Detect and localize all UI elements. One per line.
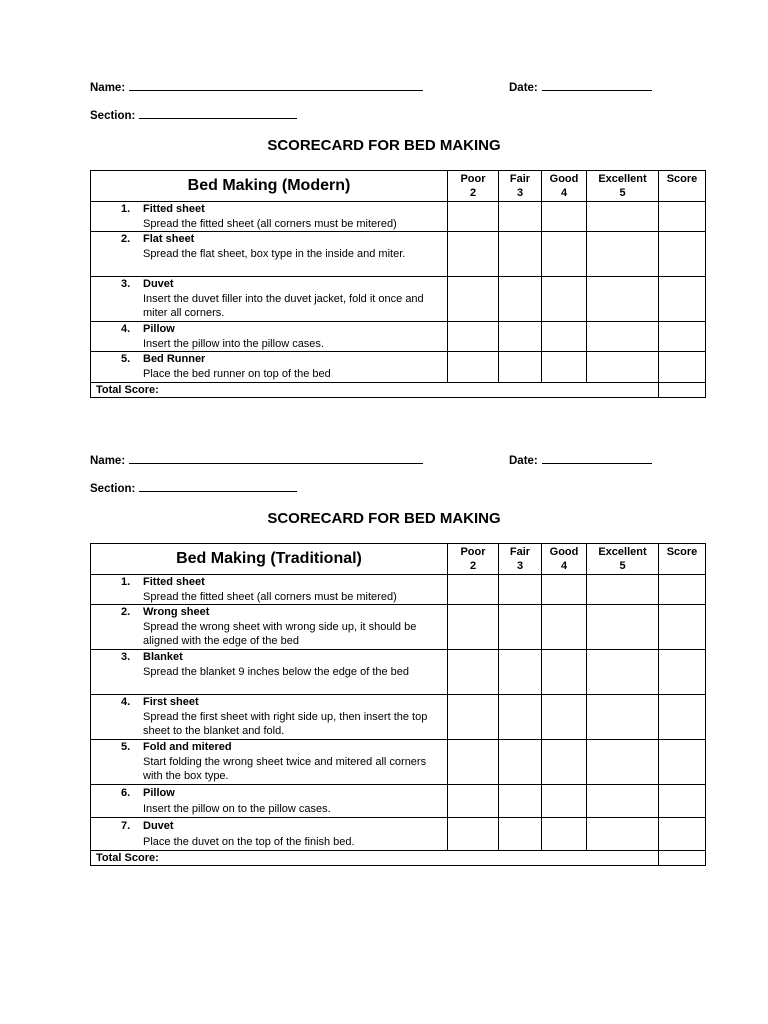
rating-cell[interactable] bbox=[542, 740, 587, 785]
name-label: Name: bbox=[90, 82, 126, 94]
scorecard-table bbox=[90, 543, 706, 866]
scorecard-title: SCORECARD FOR BED MAKING bbox=[267, 137, 501, 154]
rating-cell[interactable] bbox=[448, 322, 499, 352]
name-blank[interactable] bbox=[129, 80, 423, 91]
rating-cell[interactable] bbox=[587, 202, 659, 232]
score-cell[interactable] bbox=[659, 277, 706, 322]
rating-cell[interactable] bbox=[587, 650, 659, 695]
section-field[interactable] bbox=[90, 108, 297, 122]
name-blank[interactable] bbox=[129, 453, 423, 464]
rating-cell[interactable] bbox=[542, 785, 587, 818]
rating-cell[interactable] bbox=[542, 322, 587, 352]
table-header-row bbox=[91, 544, 706, 575]
total-score-label: Total Score: bbox=[91, 851, 659, 866]
column-poor: Poor 2 bbox=[448, 544, 499, 575]
rating-cell[interactable] bbox=[587, 575, 659, 605]
rating-cell[interactable] bbox=[499, 605, 542, 650]
date-field[interactable] bbox=[509, 80, 652, 94]
score-cell[interactable] bbox=[659, 818, 706, 851]
rating-cell[interactable] bbox=[587, 695, 659, 740]
date-label: Date: bbox=[509, 82, 538, 94]
rating-cell[interactable] bbox=[499, 352, 542, 382]
rating-cell[interactable] bbox=[448, 785, 499, 818]
criterion-row: 4. Pillow Insert the pillow into the pillow cases. bbox=[91, 322, 706, 352]
section-blank[interactable] bbox=[139, 108, 297, 119]
criterion-row: 2. Wrong sheet Spread the wrong sheet with wrong side up, it should be aligned with the edge of the bed bbox=[91, 605, 706, 650]
criterion-row: 6. Pillow Insert the pillow on to the pillow cases. bbox=[91, 785, 706, 818]
section-label: Section: bbox=[90, 483, 136, 495]
column-good: Good 4 bbox=[542, 544, 587, 575]
rating-cell[interactable] bbox=[542, 650, 587, 695]
rating-cell[interactable] bbox=[542, 202, 587, 232]
total-score-label: Total Score: bbox=[91, 382, 659, 397]
rating-cell[interactable] bbox=[499, 277, 542, 322]
criterion-row: 5. Fold and mitered Start folding the wrong sheet twice and mitered all corners with the box type. bbox=[91, 740, 706, 785]
score-cell[interactable] bbox=[659, 785, 706, 818]
name-field[interactable] bbox=[90, 453, 423, 467]
total-score-cell[interactable] bbox=[659, 382, 706, 397]
column-good: Good 4 bbox=[542, 171, 587, 202]
rating-cell[interactable] bbox=[448, 818, 499, 851]
name-label: Name: bbox=[90, 455, 126, 467]
criterion-row: 4. First sheet Spread the first sheet with right side up, then insert the top sheet to the blanket and fold. bbox=[91, 695, 706, 740]
score-cell[interactable] bbox=[659, 575, 706, 605]
total-row bbox=[91, 382, 706, 397]
rating-cell[interactable] bbox=[499, 740, 542, 785]
rating-cell[interactable] bbox=[587, 740, 659, 785]
rating-cell[interactable] bbox=[448, 650, 499, 695]
column-fair: Fair 3 bbox=[499, 171, 542, 202]
criterion-row: 1. Fitted sheet Spread the fitted sheet (all corners must be mitered) bbox=[91, 575, 706, 605]
criterion-row: 5. Bed Runner Place the bed runner on top of the bed bbox=[91, 352, 706, 382]
column-score: Score bbox=[659, 171, 706, 202]
score-cell[interactable] bbox=[659, 695, 706, 740]
rating-cell[interactable] bbox=[499, 232, 542, 277]
rating-cell[interactable] bbox=[499, 322, 542, 352]
table-heading: Bed Making (Traditional) bbox=[91, 544, 448, 575]
rating-cell[interactable] bbox=[448, 277, 499, 322]
rating-cell[interactable] bbox=[448, 575, 499, 605]
criterion-row: 7. Duvet Place the duvet on the top of the finish bed. bbox=[91, 818, 706, 851]
rating-cell[interactable] bbox=[587, 277, 659, 322]
date-blank[interactable] bbox=[542, 453, 652, 464]
score-cell[interactable] bbox=[659, 202, 706, 232]
rating-cell[interactable] bbox=[542, 277, 587, 322]
date-label: Date: bbox=[509, 455, 538, 467]
rating-cell[interactable] bbox=[587, 352, 659, 382]
score-cell[interactable] bbox=[659, 650, 706, 695]
criterion-row: 3. Blanket Spread the blanket 9 inches below the edge of the bed bbox=[91, 650, 706, 695]
rating-cell[interactable] bbox=[587, 785, 659, 818]
name-field[interactable] bbox=[90, 80, 423, 94]
rating-cell[interactable] bbox=[587, 818, 659, 851]
score-cell[interactable] bbox=[659, 740, 706, 785]
column-fair: Fair 3 bbox=[499, 544, 542, 575]
rating-cell[interactable] bbox=[499, 650, 542, 695]
criterion-row: 1. Fitted sheet Spread the fitted sheet (all corners must be mitered) bbox=[91, 202, 706, 232]
rating-cell[interactable] bbox=[542, 695, 587, 740]
date-blank[interactable] bbox=[542, 80, 652, 91]
rating-cell[interactable] bbox=[499, 818, 542, 851]
rating-cell[interactable] bbox=[587, 232, 659, 277]
rating-cell[interactable] bbox=[542, 232, 587, 277]
column-excellent: Excellent 5 bbox=[587, 544, 659, 575]
rating-cell[interactable] bbox=[499, 785, 542, 818]
rating-cell[interactable] bbox=[448, 740, 499, 785]
rating-cell[interactable] bbox=[499, 575, 542, 605]
rating-cell[interactable] bbox=[448, 232, 499, 277]
rating-cell[interactable] bbox=[587, 605, 659, 650]
criterion-row: 3. Duvet Insert the duvet filler into the duvet jacket, fold it once and miter all corners. bbox=[91, 277, 706, 322]
rating-cell[interactable] bbox=[499, 695, 542, 740]
table-heading: Bed Making (Modern) bbox=[91, 171, 448, 202]
date-field[interactable] bbox=[509, 453, 652, 467]
rating-cell[interactable] bbox=[499, 202, 542, 232]
rating-cell[interactable] bbox=[542, 575, 587, 605]
table-header-row bbox=[91, 171, 706, 202]
column-poor: Poor 2 bbox=[448, 171, 499, 202]
rating-cell[interactable] bbox=[448, 605, 499, 650]
rating-cell[interactable] bbox=[448, 352, 499, 382]
score-cell[interactable] bbox=[659, 605, 706, 650]
total-row bbox=[91, 851, 706, 866]
scorecard-title: SCORECARD FOR BED MAKING bbox=[267, 510, 501, 527]
criterion-row: 2. Flat sheet Spread the flat sheet, box type in the inside and miter. bbox=[91, 232, 706, 277]
section-blank[interactable] bbox=[139, 481, 297, 492]
rating-cell[interactable] bbox=[587, 322, 659, 352]
column-score: Score bbox=[659, 544, 706, 575]
rating-cell[interactable] bbox=[448, 202, 499, 232]
scorecard-table bbox=[90, 170, 706, 398]
score-cell[interactable] bbox=[659, 352, 706, 382]
section-field[interactable] bbox=[90, 481, 297, 495]
section-label: Section: bbox=[90, 110, 136, 122]
rating-cell[interactable] bbox=[542, 352, 587, 382]
rating-cell[interactable] bbox=[542, 818, 587, 851]
rating-cell[interactable] bbox=[448, 695, 499, 740]
column-excellent: Excellent 5 bbox=[587, 171, 659, 202]
score-cell[interactable] bbox=[659, 232, 706, 277]
rating-cell[interactable] bbox=[542, 605, 587, 650]
total-score-cell[interactable] bbox=[659, 851, 706, 866]
score-cell[interactable] bbox=[659, 322, 706, 352]
